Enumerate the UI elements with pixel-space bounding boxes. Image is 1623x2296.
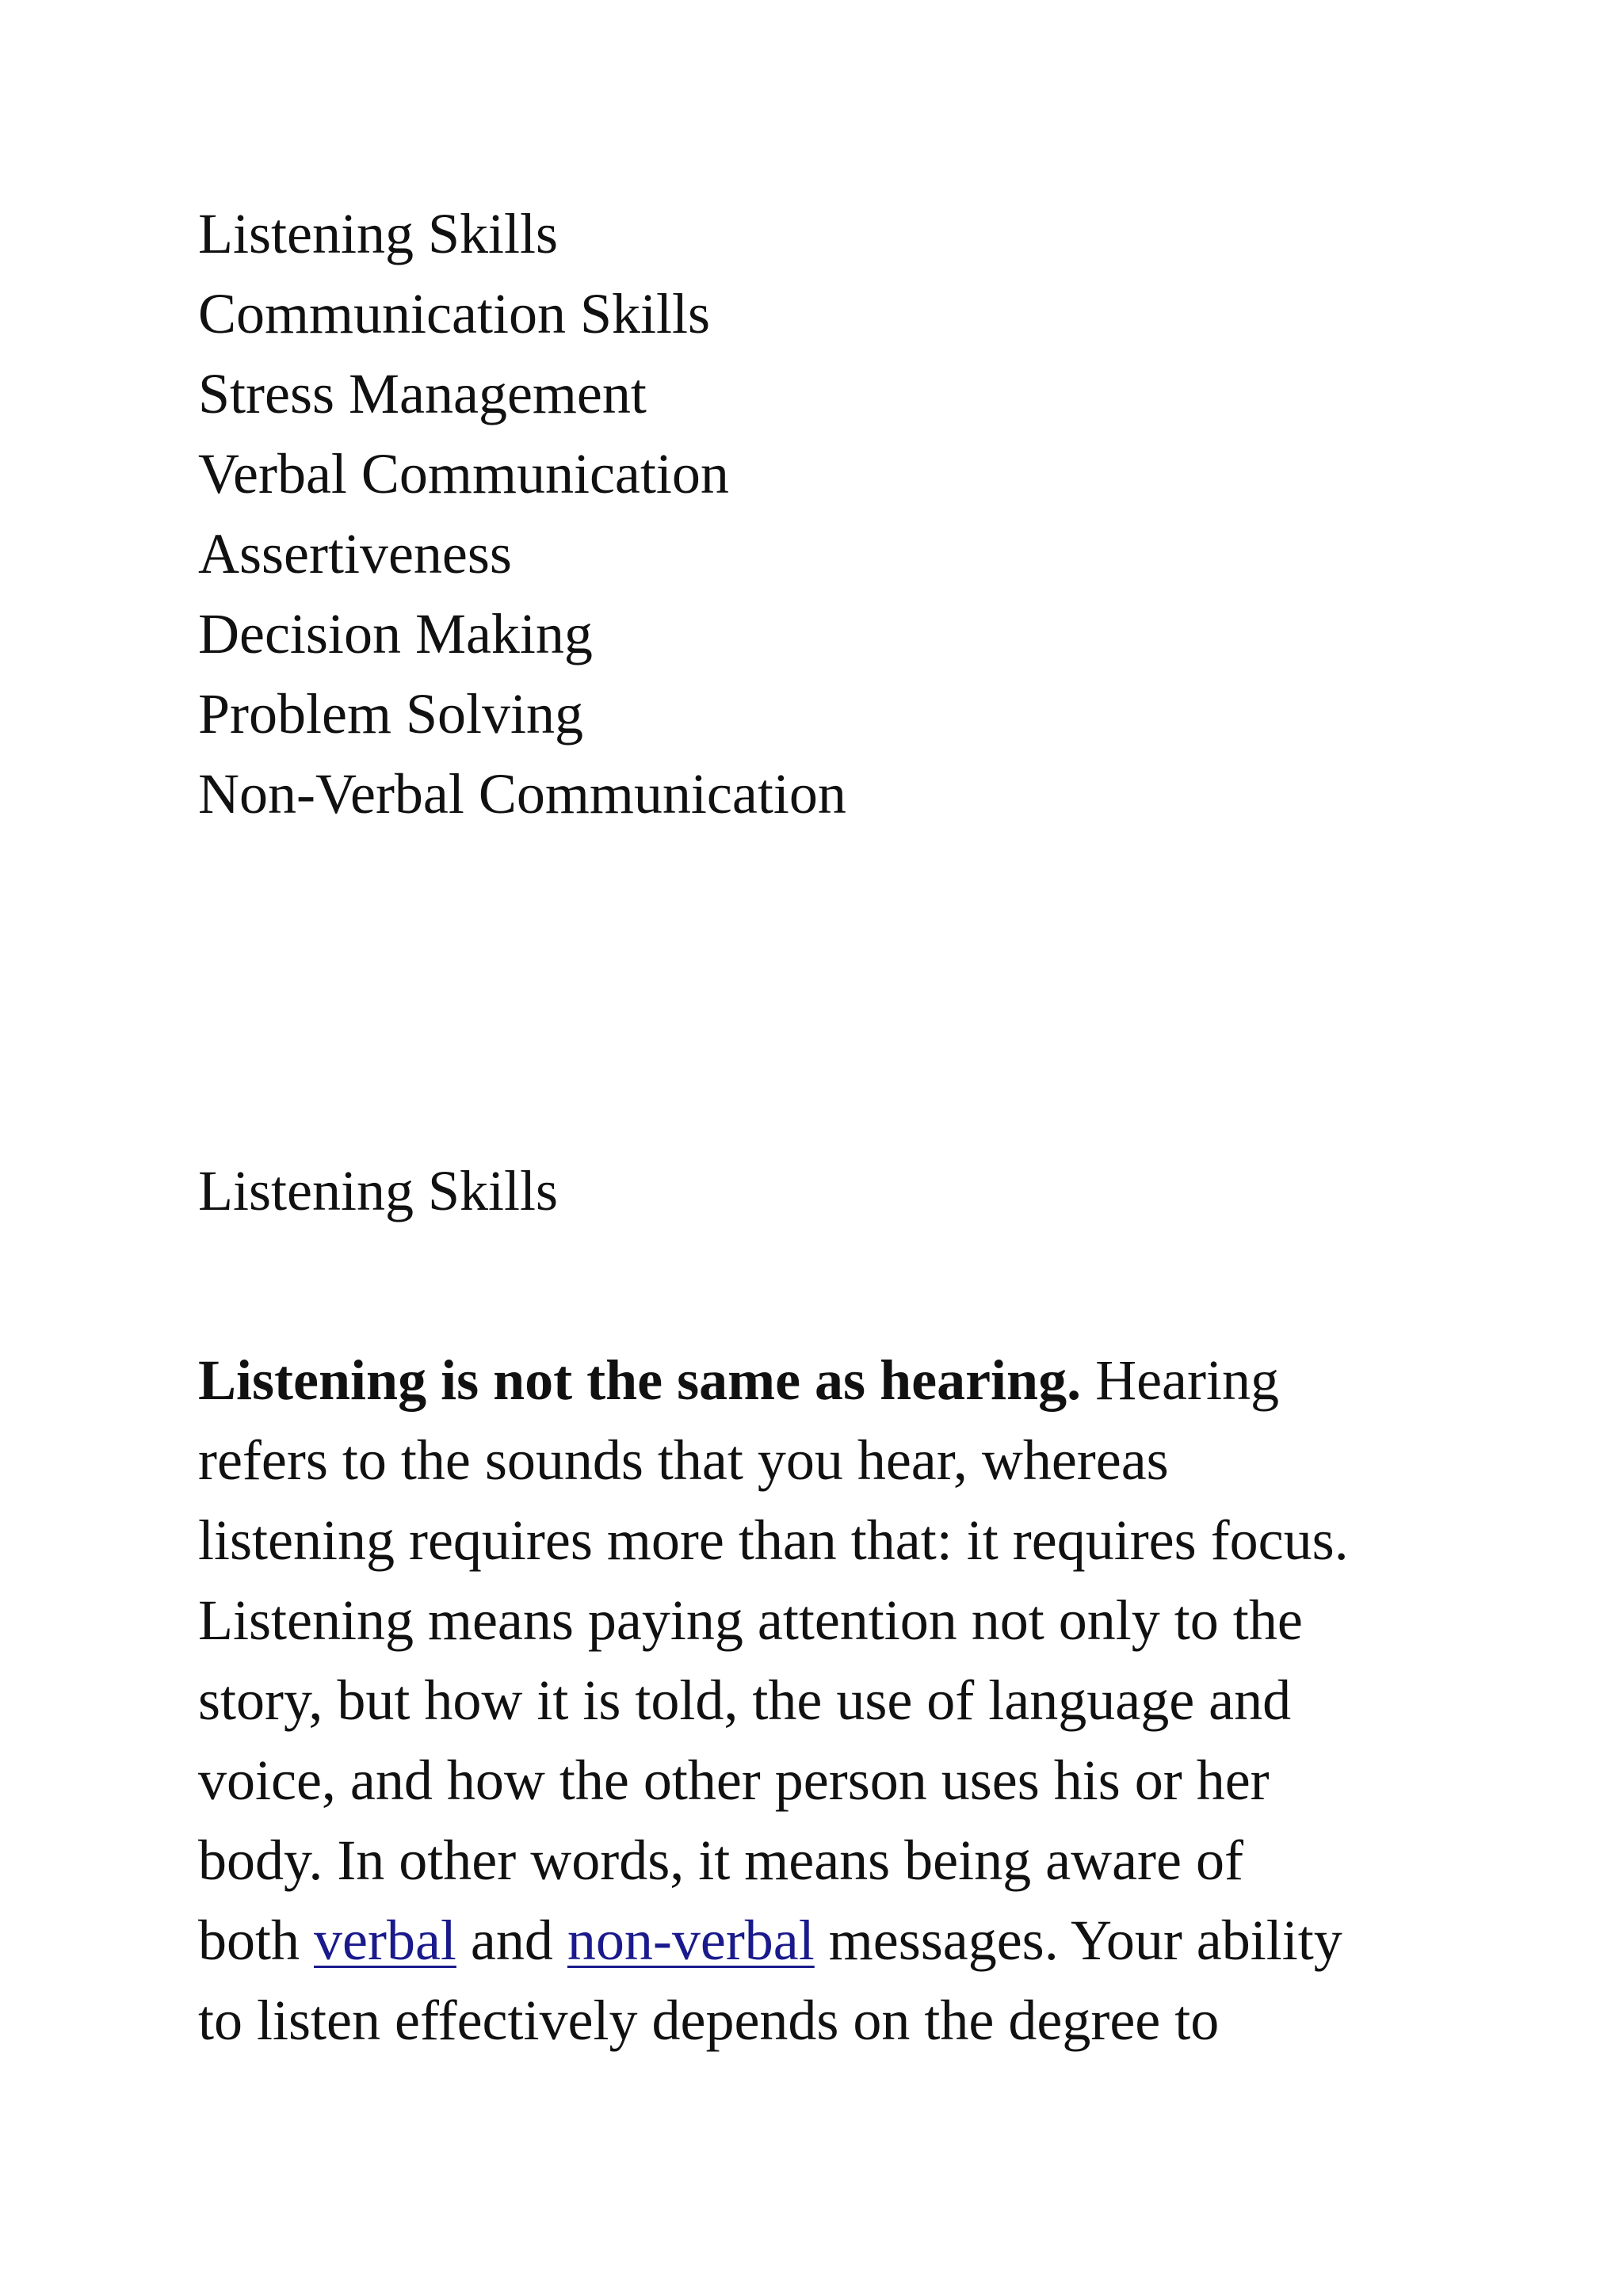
- paragraph-text: Hearing: [1081, 1348, 1279, 1412]
- topic-item-stress-management: Stress Management: [198, 362, 647, 425]
- topic-item-problem-solving: Problem Solving: [198, 682, 584, 746]
- topic-item-verbal-communication: Verbal Communication: [198, 442, 729, 505]
- topic-item-assertiveness: Assertiveness: [198, 522, 512, 585]
- verbal-link[interactable]: verbal: [314, 1909, 456, 1972]
- paragraph-line-5: story, but how it is told, the use of language and: [198, 1669, 1292, 1732]
- paragraph-text: both: [198, 1909, 315, 1972]
- topic-item-non-verbal-communication: Non-Verbal Communication: [198, 762, 846, 826]
- non-verbal-link[interactable]: non-verbal: [567, 1909, 815, 1972]
- paragraph-line-3: listening requires more than that: it requires focus.: [198, 1508, 1349, 1572]
- paragraph-line-4: Listening means paying attention not only to the: [198, 1589, 1303, 1652]
- paragraph-line-9: to listen effectively depends on the degree to: [198, 1989, 1220, 2052]
- paragraph-line-2: refers to the sounds that you hear, whereas: [198, 1428, 1169, 1492]
- topic-item-listening-skills: Listening Skills: [198, 202, 559, 265]
- paragraph-line-7: body. In other words, it means being aware of: [198, 1829, 1243, 1892]
- paragraph-text: messages. Your ability: [814, 1909, 1342, 1972]
- paragraph-line-8: [198, 1901, 1434, 1981]
- body-paragraph: [198, 1341, 1434, 2061]
- paragraph-line-1: [198, 1341, 1434, 1421]
- topic-item-decision-making: Decision Making: [198, 602, 593, 666]
- bold-lead-sentence: Listening is not the same as hearing.: [198, 1348, 1082, 1412]
- paragraph-text: and: [456, 1909, 567, 1972]
- topic-item-communication-skills: Communication Skills: [198, 282, 711, 345]
- paragraph-line-6: voice, and how the other person uses his or her: [198, 1749, 1270, 1812]
- topic-list: [198, 194, 846, 834]
- section-heading: Listening Skills: [198, 1159, 559, 1222]
